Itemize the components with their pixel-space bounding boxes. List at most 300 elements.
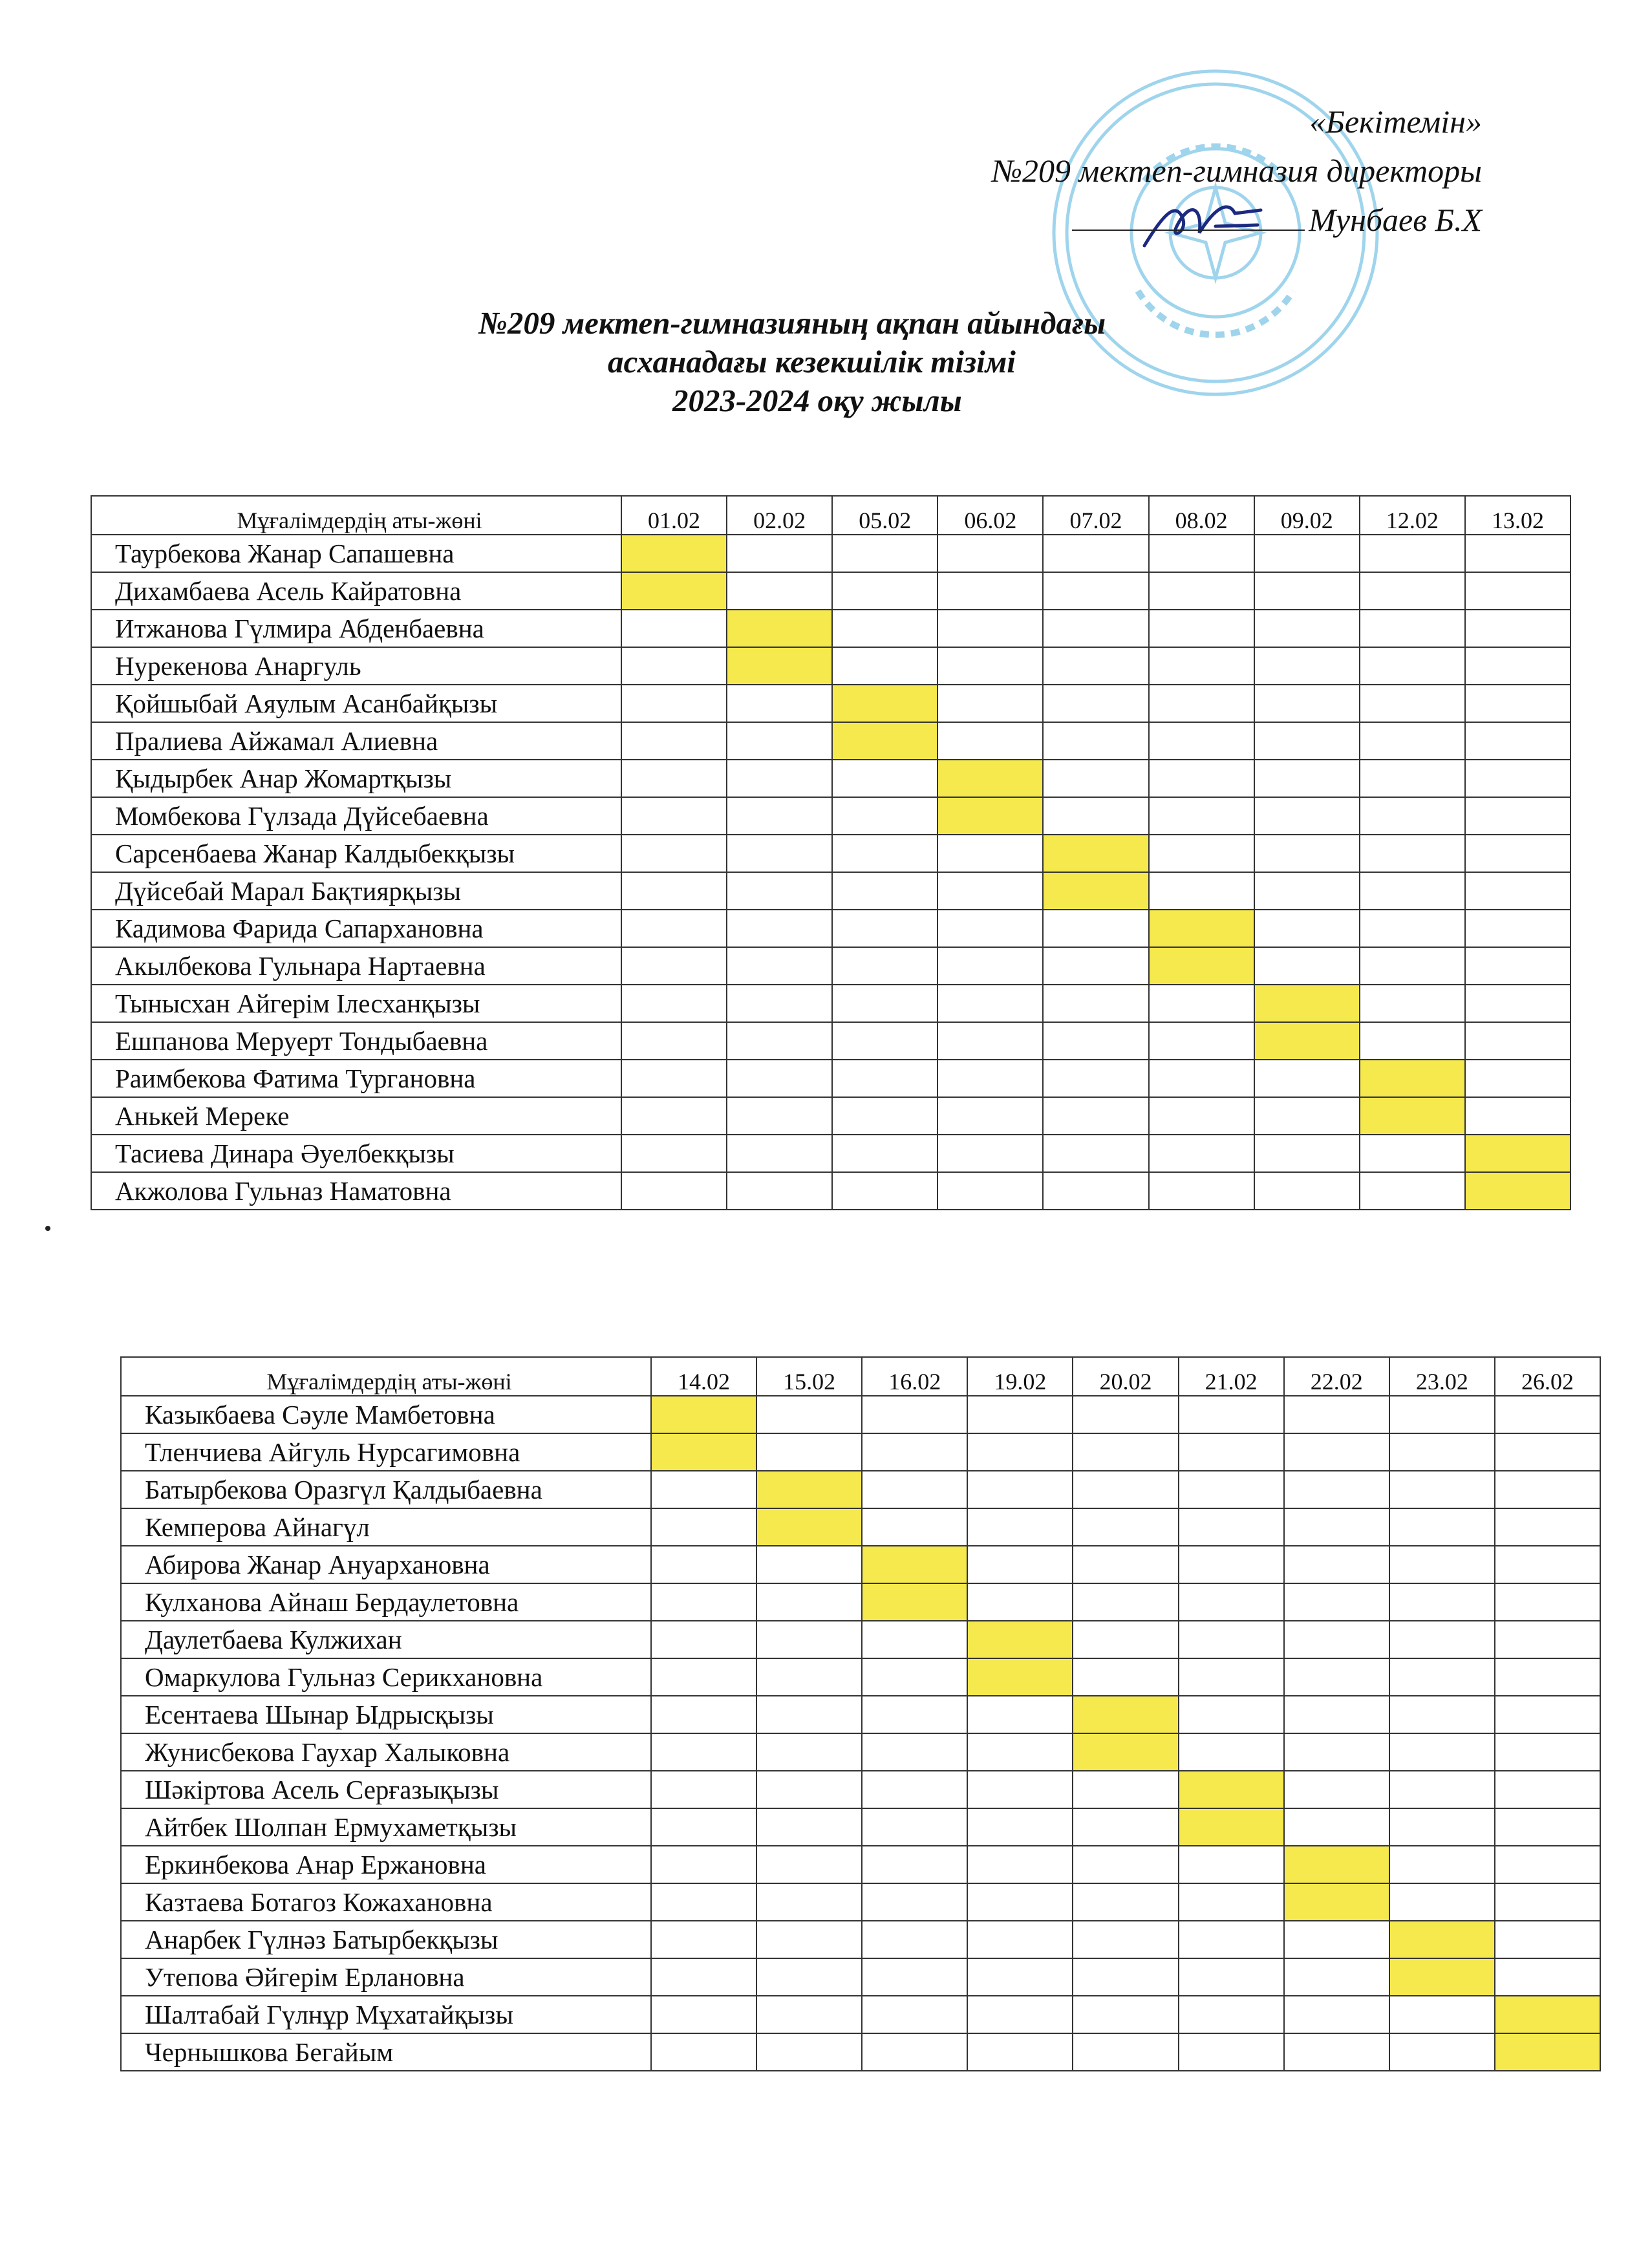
duty-cell — [1254, 797, 1360, 835]
duty-cell-assigned — [1465, 1172, 1570, 1210]
duty-cell — [862, 1883, 967, 1921]
duty-cell — [1495, 1583, 1600, 1621]
duty-cell — [1389, 2033, 1495, 2071]
duty-cell-assigned — [862, 1546, 967, 1583]
duty-cell — [651, 1733, 756, 1771]
duty-cell — [651, 1621, 756, 1658]
duty-cell — [832, 1060, 938, 1097]
table-row — [91, 610, 1570, 647]
duty-cell — [1360, 1135, 1465, 1172]
teacher-name: Утепова Әйгерім Ерлановна — [121, 1958, 651, 1996]
table-row — [91, 985, 1570, 1022]
duty-cell — [1073, 1771, 1178, 1808]
duty-cell — [1179, 1546, 1284, 1583]
duty-cell — [1149, 1097, 1254, 1135]
table-row — [91, 872, 1570, 910]
duty-cell — [832, 647, 938, 685]
table-row — [121, 1808, 1600, 1846]
duty-cell — [1465, 835, 1570, 872]
duty-cell — [727, 1172, 832, 1210]
duty-cell — [1360, 985, 1465, 1022]
title-line-2: асханадағы кезекшілік тізімі — [608, 344, 1016, 380]
duty-cell — [1043, 1172, 1148, 1210]
duty-cell — [938, 835, 1043, 872]
teacher-name: Қойшыбай Аяулым Асанбайқызы — [91, 685, 621, 722]
table-row — [121, 1471, 1600, 1508]
teacher-name: Дүйсебай Марал Бақтиярқызы — [91, 872, 621, 910]
date-column-header: 09.02 — [1254, 496, 1360, 535]
teacher-name: Абирова Жанар Ануархановна — [121, 1546, 651, 1583]
duty-cell — [1149, 610, 1254, 647]
table-row — [91, 572, 1570, 610]
duty-cell-assigned — [1389, 1958, 1495, 1996]
duty-cell — [832, 1097, 938, 1135]
duty-cell — [967, 1696, 1073, 1733]
duty-cell — [1465, 985, 1570, 1022]
table-row — [121, 2033, 1600, 2071]
table-row — [121, 1396, 1600, 1433]
duty-cell — [832, 610, 938, 647]
duty-cell — [756, 1996, 862, 2033]
duty-cell — [1254, 572, 1360, 610]
duty-cell — [1149, 647, 1254, 685]
duty-cell — [1254, 910, 1360, 947]
duty-cell — [1254, 1097, 1360, 1135]
table-row — [91, 835, 1570, 872]
duty-cell — [862, 1808, 967, 1846]
duty-cell — [967, 1583, 1073, 1621]
duty-cell — [1495, 1958, 1600, 1996]
duty-cell — [832, 872, 938, 910]
duty-table-2 — [120, 1356, 1601, 2071]
duty-cell — [621, 872, 727, 910]
duty-cell — [1389, 1883, 1495, 1921]
duty-cell — [727, 1097, 832, 1135]
duty-cell — [727, 572, 832, 610]
duty-cell — [1149, 535, 1254, 572]
duty-cell — [832, 910, 938, 947]
duty-cell — [967, 1508, 1073, 1546]
teacher-name: Еркинбекова Анар Ержановна — [121, 1846, 651, 1883]
duty-cell — [1284, 1996, 1389, 2033]
duty-cell — [1179, 1921, 1284, 1958]
teacher-name: Раимбекова Фатима Тургановна — [91, 1060, 621, 1097]
duty-cell-assigned — [621, 535, 727, 572]
duty-cell-assigned — [1360, 1060, 1465, 1097]
duty-cell — [1389, 1546, 1495, 1583]
date-column-header: 13.02 — [1465, 496, 1570, 535]
duty-cell — [1073, 1846, 1178, 1883]
duty-cell-assigned — [1254, 985, 1360, 1022]
duty-cell — [1149, 797, 1254, 835]
duty-cell — [621, 610, 727, 647]
date-column-header: 08.02 — [1149, 496, 1254, 535]
duty-cell — [832, 535, 938, 572]
date-column-header: 12.02 — [1360, 496, 1465, 535]
duty-cell — [621, 722, 727, 760]
duty-cell — [1149, 722, 1254, 760]
duty-cell — [1495, 1846, 1600, 1883]
duty-cell — [832, 947, 938, 985]
teacher-name: Есентаева Шынар Ыдрысқызы — [121, 1696, 651, 1733]
duty-cell-assigned — [1179, 1771, 1284, 1808]
table-row — [91, 910, 1570, 947]
teacher-name: Дихамбаева Асель Кайратовна — [91, 572, 621, 610]
duty-cell — [1254, 1172, 1360, 1210]
duty-cell — [727, 535, 832, 572]
duty-cell — [862, 1396, 967, 1433]
duty-cell — [1179, 1996, 1284, 2033]
duty-cell — [1389, 1508, 1495, 1546]
duty-cell — [1179, 1471, 1284, 1508]
duty-cell — [1465, 1097, 1570, 1135]
duty-cell — [1073, 1508, 1178, 1546]
table-row — [121, 1583, 1600, 1621]
duty-cell — [727, 1022, 832, 1060]
duty-cell — [832, 1022, 938, 1060]
table-row — [121, 1508, 1600, 1546]
table-row — [91, 722, 1570, 760]
duty-cell — [862, 2033, 967, 2071]
duty-cell — [651, 1471, 756, 1508]
table-row — [121, 1771, 1600, 1808]
teacher-name: Казтаева Ботагоз Кожахановна — [121, 1883, 651, 1921]
duty-cell — [1179, 1621, 1284, 1658]
duty-cell-assigned — [1254, 1022, 1360, 1060]
duty-cell — [938, 910, 1043, 947]
table-row — [121, 1883, 1600, 1921]
duty-cell — [967, 1733, 1073, 1771]
duty-cell — [1360, 535, 1465, 572]
duty-cell — [967, 1771, 1073, 1808]
teacher-name: Омаркулова Гульназ Серикхановна — [121, 1658, 651, 1696]
duty-cell — [967, 1921, 1073, 1958]
duty-cell — [727, 1135, 832, 1172]
duty-cell — [938, 610, 1043, 647]
duty-cell — [727, 872, 832, 910]
duty-cell — [862, 1621, 967, 1658]
duty-cell — [967, 2033, 1073, 2071]
duty-cell — [1254, 610, 1360, 647]
approval-director-line — [992, 195, 1482, 244]
table-row — [91, 535, 1570, 572]
duty-cell — [727, 910, 832, 947]
duty-cell — [1043, 947, 1148, 985]
teacher-name: Таурбекова Жанар Сапашевна — [91, 535, 621, 572]
duty-cell — [651, 1846, 756, 1883]
date-column-header: 06.02 — [938, 496, 1043, 535]
duty-cell — [862, 1733, 967, 1771]
duty-cell — [1360, 1022, 1465, 1060]
duty-cell — [1073, 1658, 1178, 1696]
duty-cell — [727, 685, 832, 722]
duty-cell — [938, 685, 1043, 722]
duty-cell — [1149, 760, 1254, 797]
duty-cell — [621, 1097, 727, 1135]
teacher-name: Тленчиева Айгуль Нурсагимовна — [121, 1433, 651, 1471]
duty-cell — [1254, 1060, 1360, 1097]
duty-cell — [651, 1808, 756, 1846]
duty-cell — [862, 1696, 967, 1733]
duty-cell-assigned — [1284, 1846, 1389, 1883]
duty-cell-assigned — [1179, 1808, 1284, 1846]
duty-cell — [1465, 610, 1570, 647]
duty-cell — [1360, 1172, 1465, 1210]
duty-cell — [1465, 722, 1570, 760]
duty-cell — [621, 685, 727, 722]
duty-cell — [938, 722, 1043, 760]
duty-cell — [1149, 1135, 1254, 1172]
duty-cell — [1465, 947, 1570, 985]
table-row — [91, 797, 1570, 835]
duty-cell — [1360, 797, 1465, 835]
director-name: Мунбаев Б.Х — [1309, 202, 1482, 238]
duty-cell — [967, 1958, 1073, 1996]
duty-cell — [938, 535, 1043, 572]
duty-cell — [1495, 1771, 1600, 1808]
duty-cell — [1495, 1546, 1600, 1583]
date-column-header: 05.02 — [832, 496, 938, 535]
duty-cell — [1360, 572, 1465, 610]
duty-cell — [756, 1546, 862, 1583]
teacher-name: Ешпанова Меруерт Тондыбаевна — [91, 1022, 621, 1060]
duty-cell — [651, 1958, 756, 1996]
table-row — [91, 760, 1570, 797]
duty-cell — [1254, 685, 1360, 722]
duty-cell — [651, 1883, 756, 1921]
duty-cell — [756, 2033, 862, 2071]
duty-cell — [1179, 1396, 1284, 1433]
duty-cell — [967, 1996, 1073, 2033]
document-title — [0, 304, 1650, 420]
duty-cell — [621, 1022, 727, 1060]
duty-cell — [1495, 1508, 1600, 1546]
duty-cell — [1073, 1996, 1178, 2033]
duty-cell — [1043, 760, 1148, 797]
teacher-name: Даулетбаева Кулжихан — [121, 1621, 651, 1658]
duty-cell — [1465, 760, 1570, 797]
duty-cell — [1389, 1658, 1495, 1696]
teacher-name: Шәкіртова Асель Серғазықызы — [121, 1771, 651, 1808]
duty-cell — [727, 797, 832, 835]
teacher-name: Кулханова Айнаш Бердаулетовна — [121, 1583, 651, 1621]
duty-cell — [727, 722, 832, 760]
duty-cell — [832, 797, 938, 835]
duty-cell — [756, 1396, 862, 1433]
duty-cell — [1073, 1883, 1178, 1921]
duty-cell — [967, 1396, 1073, 1433]
duty-cell — [1043, 572, 1148, 610]
duty-cell-assigned — [832, 685, 938, 722]
duty-cell — [727, 947, 832, 985]
table-row — [121, 1621, 1600, 1658]
duty-cell — [938, 1060, 1043, 1097]
duty-cell — [1360, 947, 1465, 985]
duty-cell-assigned — [756, 1508, 862, 1546]
date-column-header: 19.02 — [967, 1357, 1073, 1396]
duty-cell — [727, 985, 832, 1022]
teacher-name: Акылбекова Гульнара Нартаевна — [91, 947, 621, 985]
duty-cell — [1073, 1583, 1178, 1621]
duty-cell — [1073, 1471, 1178, 1508]
teacher-name: Итжанова Гүлмира Абденбаевна — [91, 610, 621, 647]
table-row — [91, 685, 1570, 722]
teacher-name: Анькей Мереке — [91, 1097, 621, 1135]
duty-cell — [938, 647, 1043, 685]
duty-cell — [756, 1696, 862, 1733]
date-column-header: 16.02 — [862, 1357, 967, 1396]
duty-cell — [832, 1172, 938, 1210]
duty-cell — [1284, 1733, 1389, 1771]
duty-cell — [1284, 1658, 1389, 1696]
duty-cell — [862, 1771, 967, 1808]
table-row — [91, 1135, 1570, 1172]
duty-cell-assigned — [832, 722, 938, 760]
duty-cell — [1179, 1958, 1284, 1996]
duty-cell — [1389, 1621, 1495, 1658]
duty-cell — [756, 1583, 862, 1621]
duty-cell-assigned — [1073, 1696, 1178, 1733]
duty-cell-assigned — [651, 1396, 756, 1433]
duty-cell — [938, 572, 1043, 610]
duty-cell — [727, 1060, 832, 1097]
duty-cell — [862, 1958, 967, 1996]
duty-cell — [621, 1172, 727, 1210]
duty-cell — [1389, 1583, 1495, 1621]
duty-cell — [756, 1808, 862, 1846]
duty-cell — [832, 985, 938, 1022]
duty-cell — [621, 910, 727, 947]
duty-cell — [1043, 910, 1148, 947]
teacher-name: Чернышкова Бегайым — [121, 2033, 651, 2071]
approval-heading: «Бекітемін» — [1309, 103, 1482, 140]
duty-cell — [1465, 797, 1570, 835]
duty-cell — [1179, 1658, 1284, 1696]
duty-cell — [1179, 2033, 1284, 2071]
approval-block — [992, 97, 1482, 244]
scan-speck — [45, 1226, 50, 1231]
duty-cell — [1043, 1022, 1148, 1060]
duty-cell — [1254, 1135, 1360, 1172]
duty-cell — [967, 1846, 1073, 1883]
duty-cell — [1360, 685, 1465, 722]
duty-cell — [862, 1996, 967, 2033]
duty-cell — [1284, 1396, 1389, 1433]
duty-cell — [651, 2033, 756, 2071]
table-row — [121, 1846, 1600, 1883]
duty-cell — [1465, 647, 1570, 685]
duty-cell — [1254, 835, 1360, 872]
duty-cell — [1043, 1060, 1148, 1097]
duty-cell — [1284, 2033, 1389, 2071]
duty-cell — [832, 835, 938, 872]
duty-cell — [1043, 1097, 1148, 1135]
duty-cell — [1495, 1621, 1600, 1658]
table-row — [91, 1097, 1570, 1135]
duty-cell-assigned — [727, 647, 832, 685]
approval-position: №209 мектеп-гимназия директоры — [991, 153, 1482, 189]
duty-cell — [1495, 1396, 1600, 1433]
duty-cell-assigned — [1495, 1996, 1600, 2033]
duty-cell — [1389, 1396, 1495, 1433]
duty-cell — [1389, 1771, 1495, 1808]
teacher-name: Кадимова Фарида Сапархановна — [91, 910, 621, 947]
duty-cell — [1465, 910, 1570, 947]
duty-cell — [1073, 1921, 1178, 1958]
duty-cell — [1073, 1958, 1178, 1996]
duty-cell — [756, 1658, 862, 1696]
duty-cell — [1179, 1733, 1284, 1771]
date-column-header: 14.02 — [651, 1357, 756, 1396]
duty-cell — [1284, 1958, 1389, 1996]
duty-cell-assigned — [967, 1658, 1073, 1696]
name-column-header: Мұғалімдердің аты-жөні — [91, 496, 621, 535]
duty-cell — [1073, 1621, 1178, 1658]
date-column-header: 26.02 — [1495, 1357, 1600, 1396]
duty-cell — [1073, 1808, 1178, 1846]
teacher-name: Нурекенова Анаргуль — [91, 647, 621, 685]
duty-cell — [1254, 872, 1360, 910]
duty-cell-assigned — [651, 1433, 756, 1471]
teacher-name: Казыкбаева Сәуле Мамбетовна — [121, 1396, 651, 1433]
duty-cell-assigned — [756, 1471, 862, 1508]
duty-cell — [756, 1621, 862, 1658]
duty-cell — [1284, 1696, 1389, 1733]
duty-cell — [651, 1658, 756, 1696]
duty-cell — [756, 1733, 862, 1771]
date-column-header: 22.02 — [1284, 1357, 1389, 1396]
date-column-header: 01.02 — [621, 496, 727, 535]
duty-cell — [1043, 647, 1148, 685]
date-column-header: 21.02 — [1179, 1357, 1284, 1396]
duty-cell-assigned — [938, 760, 1043, 797]
duty-cell — [1043, 985, 1148, 1022]
duty-cell — [1389, 1996, 1495, 2033]
duty-cell — [1465, 1022, 1570, 1060]
duty-cell — [1389, 1471, 1495, 1508]
duty-cell — [1043, 797, 1148, 835]
duty-cell — [1284, 1771, 1389, 1808]
table-row — [121, 1958, 1600, 1996]
duty-cell — [1284, 1546, 1389, 1583]
date-column-header: 20.02 — [1073, 1357, 1178, 1396]
duty-cell — [621, 797, 727, 835]
duty-cell — [1073, 1396, 1178, 1433]
teacher-name: Айтбек Шолпан Ермухаметқызы — [121, 1808, 651, 1846]
duty-cell — [1360, 647, 1465, 685]
duty-cell — [862, 1658, 967, 1696]
duty-cell — [1465, 535, 1570, 572]
duty-cell — [1389, 1846, 1495, 1883]
duty-cell — [1360, 910, 1465, 947]
duty-cell-assigned — [1495, 2033, 1600, 2071]
table-row — [121, 1921, 1600, 1958]
teacher-name: Кемперова Айнагүл — [121, 1508, 651, 1546]
duty-cell-assigned — [1149, 910, 1254, 947]
duty-cell — [1043, 610, 1148, 647]
table-row — [91, 1060, 1570, 1097]
duty-cell — [1254, 647, 1360, 685]
duty-cell — [1149, 835, 1254, 872]
title-line-1: №209 мектеп-гимназияның ақпан айындағы — [478, 305, 1106, 341]
duty-cell — [1179, 1846, 1284, 1883]
duty-cell-assigned — [1360, 1097, 1465, 1135]
table-row — [91, 1022, 1570, 1060]
duty-cell — [1360, 760, 1465, 797]
duty-cell — [1495, 1883, 1600, 1921]
teacher-name: Батырбекова Оразгүл Қалдыбаевна — [121, 1471, 651, 1508]
duty-cell — [1043, 1135, 1148, 1172]
